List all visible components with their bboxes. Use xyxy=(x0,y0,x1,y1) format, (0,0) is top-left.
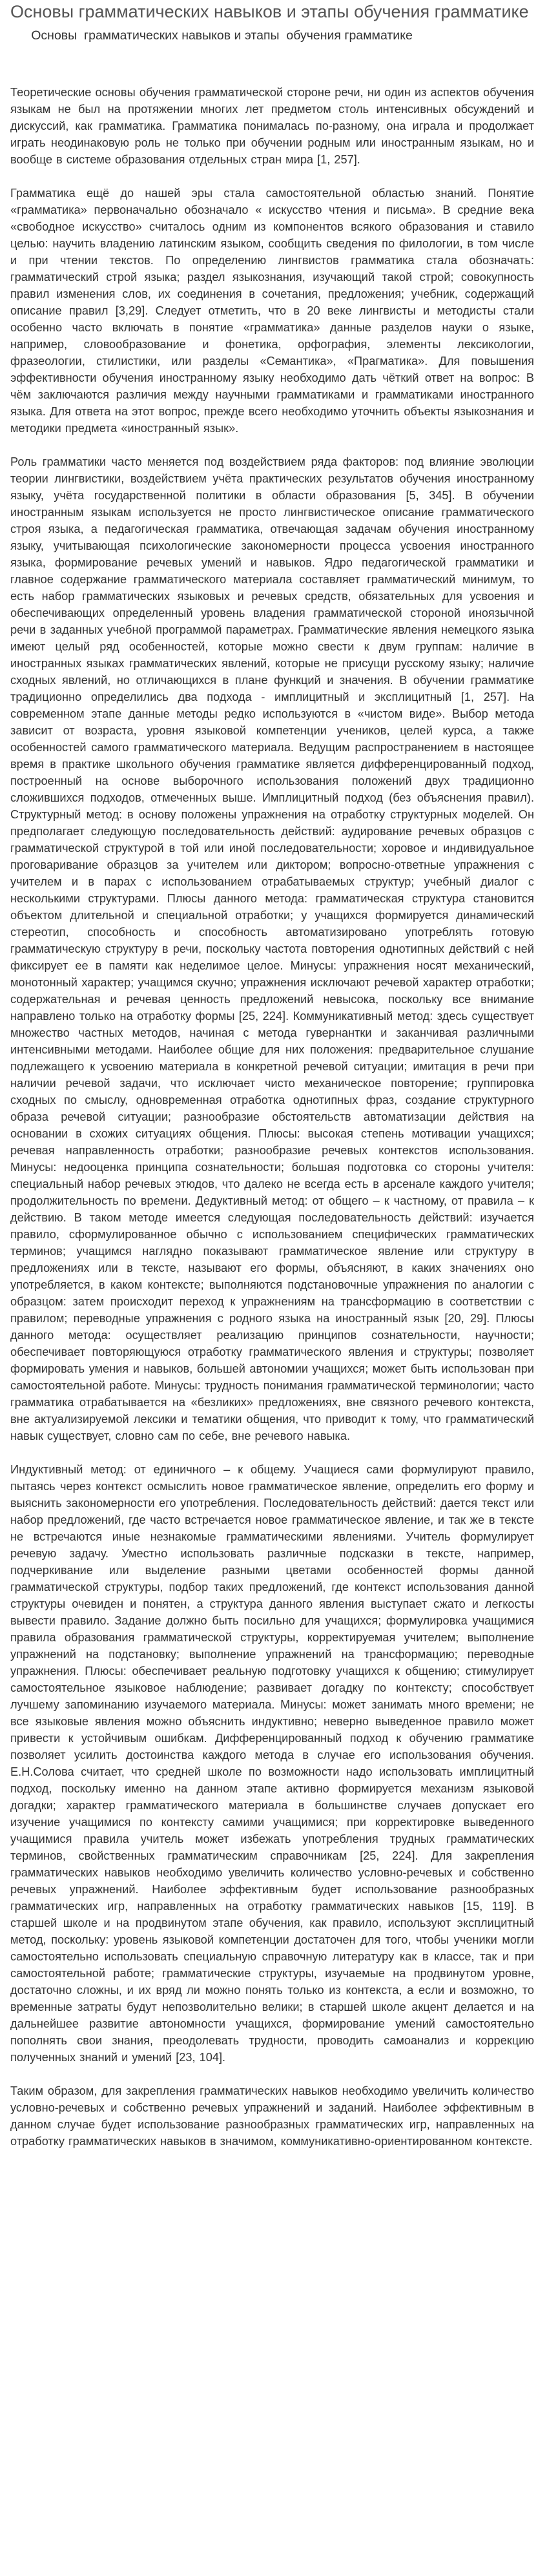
paragraph-intro: Теоретические основы обучения грамматической стороне речи, ни один из аспектов обучения языкам не был на протяжении многих лет предметом столь интенсивных обсуждений и дискуссий, как грамматика. Грамматика понималась по-разному, она играла и продолжает играть неодинаковую роль не только при обучении родным или иностранным языкам, но и вообще в системе образования отдельных стран мира [1, 257]. xyxy=(10,86,534,166)
paragraph-conclusion: Таким образом, для закрепления грамматических навыков необходимо увеличить количество условно-речевых и собственно речевых упражнений и заданий. Наиболее эффективным в данном случае будет использование разнообразных грамматических игр, направленных на отработку грамматических навыков в значимом, коммуникативно-ориентированном контексте. xyxy=(10,2084,534,2148)
paragraph-grammar-role: Роль грамматики часто меняется под воздействием ряда факторов: под влияние эволюции теории лингвистики, воздействием учёта практических результатов обучения иностранному языку, учёта государственной политики в области образования [5, 345]. В обучении иностранным языкам используется не просто лингвистическое описание грамматического строя языка, а педагогическая грамматика, отвечающая задачам обучения иностранному языку, учитывающая психологические закономерности процесса усвоения иностранного языка, формирование речевых умений и навыков. Ядро педагогической грамматики и главное содержание грамматического материала составляет грамматический минимум, то есть набор грамматических языковых и речевых средств, обязательных для усвоения и обеспечивающих определенный уровень владения грамматической стороной иноязычной речи в заданных учебной программой параметрах. Грамматические явления немецкого языка имеют целый ряд особенностей, которые можно свести к двум группам: наличие в иностранных языках грамматических явлений, которые не присущи русскому языку; наличие сходных явлений, но отличающихся в плане функций и значения. В обучении грамматике традиционно определились два подхода - имплицитный и эксплицитный [1, 257]. На современном этапе данные методы редко используются в «чистом виде». Выбор метода зависит от возраста, уровня языковой компетенции учеников, целей курса, а также особенностей самого грамматического материала. Ведущим распространением в настоящее время в практике школьного обучения грамматике является дифференцированный подход, построенный на основе выборочного использования положений двух традиционно сложившихся подходов, отмеченных выше. Имплицитный подход (без объяснения правил). Структурный метод: в основу положены упражнения на отработку структурных моделей. Он предполагает следующую последовательность действий: аудирование речевых образцов с грамматической структурой в той или иной последовательности; хоровое и индивидуальное проговаривание образцов за учителем или диктором; вопросно-ответные упражнения с учителем и в парах с использованием отрабатываемых структур; учебный диалог с несколькими структурами. Плюсы данного метода: грамматическая структура становится объектом длительной и специальной отработки; у учащихся формируется динамический стереотип, способность и способность автоматизировано употреблять готовую грамматическую структуру в речи, поскольку частота повторения однотипных действий с ней фиксирует ее в памяти как неделимое целое. Минусы: упражнения носят механический, монотонный характер; учащимся скучно; упражнения исключают речевой характер отработки; содержательная и речевая ценность предложений невысока, поскольку все внимание направлено только на отработку формы [25, 224]. Коммуникативный метод: здесь существует множество частных методов, начиная с метода гувернантки и заканчивая различными интенсивными методами. Наиболее общие для них положения: предварительное слушание подлежащего к усвоению материала в конкретной речевой ситуации; имитация в речи при наличии речевой задачи, что исключает чисто механическое повторение; группировка сходных по смыслу, одновременная отработка однотипных фраз, создание структурного образа речевой ситуации; разнообразие обстоятельств автоматизации действия на основании в схожих ситуациях общения. Плюсы: высокая степень мотивации учащихся; речевая направленность отработки; разнообразие речевых контекстов использования. Минусы: недооценка принципа сознательности; большая подготовка со стороны учителя: специальный набор речевых этюдов, что далеко не всегда есть в арсенале каждого учителя; продолжительность по времени. Дедуктивный метод: от общего – к частному, от правила – к действию. В таком методе имеется следующая последовательность действий: изучается правило, сформулированное обычно с использованием специфических грамматических терминов; учащимся наглядно показывают грамматическое явление или структуру в предложениях или в тексте, называют его формы, объясняют, в каких значениях оно употребляется, в каком контексте; выполняются подстановочные упражнения по аналогии с образцом: затем происходит переход к упражнениям на трансформацию в соответствии с правилом; переводные упражнения с родного языка на иностранный язык [20, 29]. Плюсы данного метода: осуществляет реализацию принципов сознательности, научности; обеспечивает повторяющуюся отработку грамматического явления и структуры; позволяет формировать умения и навыков, большей автономии учащихся; может быть использован при самостоятельной работе. Минусы: трудность понимания грамматической терминологии; часто грамматика отрабатывается на «безликих» предложениях, вне связного речевого контекста, вне актуализируемой лексики и тематики общения, что приводит к тому, что грамматический навык существует, словно сам по себе, вне речевого навыка. xyxy=(10,455,534,1442)
paragraph-inductive-method: Индуктивный метод: от единичного – к общему. Учащиеся сами формулируют правило, пытаясь через контекст осмыслить новое грамматическое явление, определить его форму и выяснить закономерности его употребления. Последовательность действий: дается текст или набор предложений, где часто встречается новое грамматическое явление, и так же в тексте не встречаются иные незнакомые грамматическими явлениями. Учитель формулирует речевую задачу. Уместно использовать различные подсказки в тексте, например, подчеркивание или выделение разными цветами особенностей формы данной грамматической структуры, подбор таких предложений, где контекст использования данной структуры очевиден и понятен, а структура данного явления выступает сжато и легкосты вывести правило. Задание должно быть посильно для учащихся; формулировка учащимися правила образования грамматической структуры, корректируемая учителем; выполнение упражнений на подстановку; выполнение упражнений на трансформацию; переводные упражнения. Плюсы: обеспечивает реальную подготовку учащихся к общению; стимулирует самостоятельное языковое наблюдение; развивает догадку по контексту; способствует лучшему запоминанию изучаемого материала. Минусы: может занимать много времени; не все языковые явления можно объяснить индуктивно; неверно выведенное правило может привести к устойчивым ошибкам. Дифференцированный подход к обучению грамматике позволяет усилить достоинства каждого метода в случае его использования обучения. Е.Н.Солова считает, что средней школе по возможности надо использовать имплицитный подход, поскольку именно на данном этапе активно формируется механизм языковой догадки; характер грамматического материала в большинстве случаев допускает его изучение учащимися по контексту самими учащимися; при корректировке выведенного учащимися правила учитель может избежать употребления трудных грамматических терминов, свойственных грамматическим справочникам [25, 224]. Для закрепления грамматических навыков необходимо увеличить количество условно-речевых и собственно речевых упражнений. Наиболее эффективным будет использование разнообразных грамматических игр, направленных на отработку грамматических навыков [15, 119]. В старшей школе и на продвинутом этапе обучения, как правило, используют эксплицитный метод, поскольку: уровень языковой компетенции достаточен для того, чтобы ученики могли самостоятельно использовать специальную справочную литературу как в классе, так и при самостоятельной работе; грамматические структуры, изучаемые на продвинутом уровне, достаточно сложны, и их вряд ли можно понять только из контекста, а если и возможно, то временные затраты будут непозволительно велики; в старшей школе акцент делается и на дальнейшее развитие автономности учащихся, формирование умений самостоятельно пополнять свои знания, преодолевать трудности, проводить самоанализ и коррекцию полученных знаний и умений [23, 104]. xyxy=(10,1463,534,2064)
article-subtitle: Основы грамматических навыков и этапы обучения грамматике xyxy=(21,28,413,43)
paragraph-grammar-history: Грамматика ещё до нашей эры стала самостоятельной областью знаний. Понятие «грамматика» первоначально обозначало « искусство чтения и письма». В средние века «свободное искусство» считалось одним из компонентов всякого образования и ставило целью: научить владению латинским языком, сообщить сведения по филологии, в том числе и при чтении текстов. По определению лингвистов грамматика стала обозначать: грамматический строй языка; раздел языкознания, изучающий такой строй; совокупность правил изменения слов, их соединения в сочетания, предложения; учебник, содержащий описание правил [3,29]. Следует отметить, что в 20 веке лингвисты и методисты стали особенно часто включать в понятие «грамматика» данные разделов науки о языке, например, словообразование и фонетика, орфография, элементы лексикологии, фразеологии, стилистики, или разделы «Семантика», «Прагматика». Для повышения эффективности обучения иностранному языку необходимо дать чёткий ответ на вопрос: В чём заключаются различия между научными грамматиками и грамматиками иностранного языка. Для ответа на этот вопрос, прежде всего необходимо уточнить объекты языкознания и методики предмета «иностранный язык». xyxy=(10,187,534,435)
article-body xyxy=(10,84,534,2150)
article-title: Основы грамматических навыков и этапы обучения грамматике xyxy=(10,2,529,21)
